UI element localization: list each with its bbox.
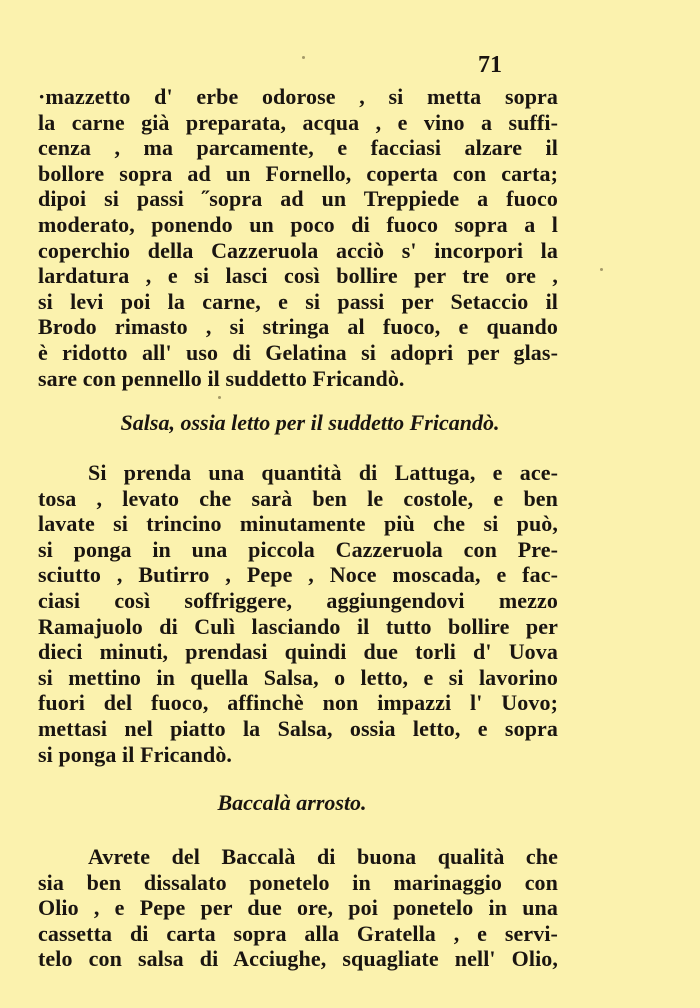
text-line: la carne già preparata, acqua , e vino a suffi-	[38, 109, 558, 135]
text-line: si mettino in quella Salsa, o letto, e si lavorino	[38, 664, 558, 690]
paragraph-baccala	[38, 844, 558, 972]
text-line: si ponga in una piccola Cazzeruola con Pre-	[38, 536, 558, 562]
text-line: bollore sopra ad un Fornello, coperta con carta;	[38, 160, 558, 186]
text-line: ciasi così soffriggere, aggiungendovi mezzo	[38, 587, 558, 613]
text-line: si levi poi la carne, e si passi per Setaccio il	[38, 288, 558, 314]
text-line: cassetta di carta sopra alla Gratella , e servi-	[38, 920, 558, 946]
section-heading-salsa: Salsa, ossia letto per il suddetto Fricandò.	[120, 410, 500, 435]
paragraph-salsa	[38, 460, 558, 767]
text-line: tosa , levato che sarà ben le costole, e ben	[38, 485, 558, 511]
text-line: coperchio della Cazzeruola acciò s' incorpori la	[38, 237, 558, 263]
text-line: Avrete del Baccalà di buona qualità che	[88, 844, 558, 869]
text-line: fuori del fuoco, affinchè non impazzi l' Uovo;	[38, 690, 558, 716]
text-line: sare con pennello il suddetto Fricandò.	[38, 365, 405, 391]
text-line: moderato, ponendo un poco di fuoco sopra a l	[38, 211, 558, 237]
text-line: sia ben dissalato ponetelo in marinaggio con	[38, 869, 558, 895]
text-line: Brodo rimasto , si stringa al fuoco, e quando	[38, 314, 558, 340]
paper-speck	[218, 396, 221, 399]
text-line: cenza , ma parcamente, e facciasi alzare il	[38, 135, 558, 161]
text-line: mettasi nel piatto la Salsa, ossia letto, e sopra	[38, 715, 558, 741]
text-line: dieci minuti, prendasi quindi due torli d' Uova	[38, 639, 558, 665]
page-number: 71	[478, 52, 502, 78]
text-line: Ramajuolo di Culì lasciando il tutto bollire per	[38, 613, 558, 639]
paper-speck	[302, 56, 305, 59]
text-line: lavate si trincino minutamente più che si può,	[38, 511, 558, 537]
section-heading-baccala: Baccalà arrosto.	[217, 790, 367, 815]
text-line: si ponga il Fricandò.	[38, 741, 233, 767]
text-line: ·mazzetto d' erbe odorose , si metta sopra	[38, 84, 558, 109]
paragraph-fricando-continued	[38, 84, 558, 391]
text-line: dipoi si passi ˝sopra ad un Treppiede a fuoco	[38, 186, 558, 212]
text-line: Olio , e Pepe per due ore, poi ponetelo in una	[38, 895, 558, 921]
paper-speck	[600, 268, 603, 271]
text-line: è ridotto all' uso di Gelatina si adopri per glas-	[38, 339, 558, 365]
text-line: Si prenda una quantità di Lattuga, e ace-	[88, 460, 558, 485]
text-line: lardatura , e si lasci così bollire per tre ore ,	[38, 263, 558, 289]
text-line: telo con salsa di Acciughe, squagliate nell' Olio,	[38, 946, 558, 972]
text-line: sciutto , Butirro , Pepe , Noce moscada, e fac-	[38, 562, 558, 588]
